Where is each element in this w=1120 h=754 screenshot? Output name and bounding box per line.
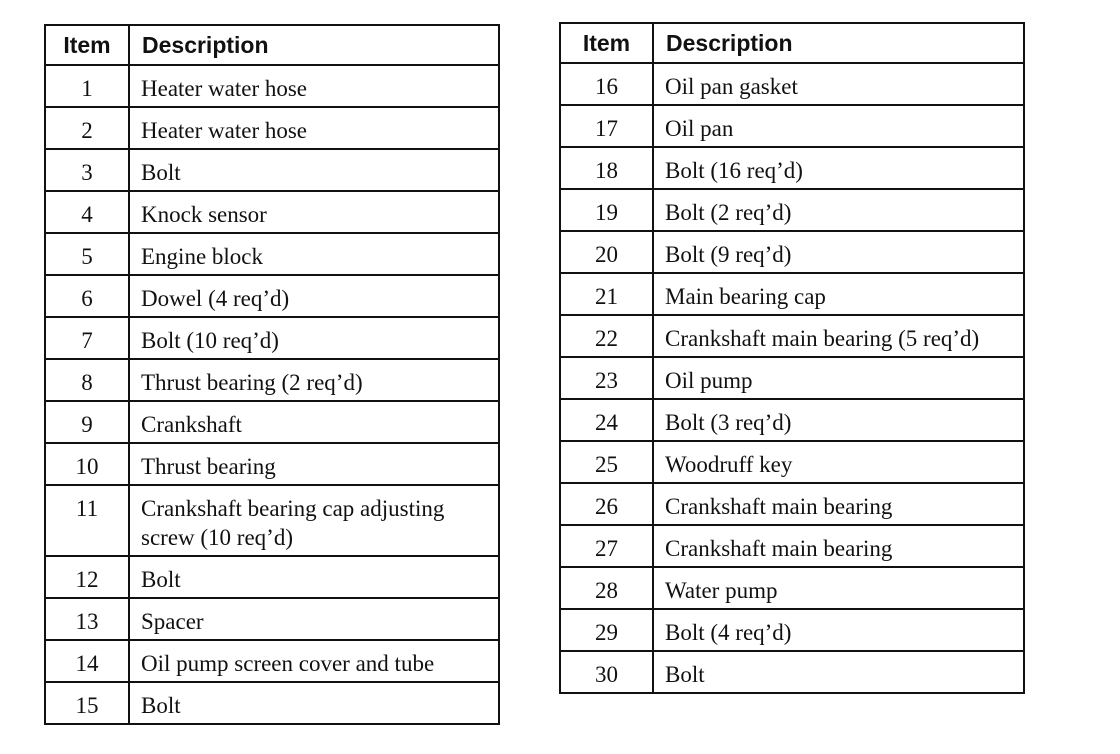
item-number: 10 (45, 443, 129, 485)
item-number: 1 (45, 65, 129, 107)
table-row (45, 682, 499, 724)
item-description: Bolt (3 req’d) (653, 399, 1024, 441)
table-row (560, 567, 1024, 609)
item-number: 15 (45, 682, 129, 724)
item-number: 9 (45, 401, 129, 443)
item-description: Thrust bearing (129, 443, 499, 485)
item-column-header: Item (45, 25, 129, 65)
item-number: 8 (45, 359, 129, 401)
table-row (560, 651, 1024, 693)
table-row (560, 273, 1024, 315)
table-row (45, 65, 499, 107)
item-column-header: Item (560, 23, 653, 63)
item-description: Bolt (10 req’d) (129, 317, 499, 359)
table-row (45, 359, 499, 401)
item-number: 3 (45, 149, 129, 191)
item-number: 18 (560, 147, 653, 189)
item-description: Crankshaft main bearing (653, 483, 1024, 525)
table-row (560, 147, 1024, 189)
item-description: Crankshaft main bearing (5 req’d) (653, 315, 1024, 357)
item-description: Heater water hose (129, 107, 499, 149)
item-number: 22 (560, 315, 653, 357)
item-number: 16 (560, 63, 653, 105)
item-number: 4 (45, 191, 129, 233)
item-description: Bolt (129, 149, 499, 191)
table-row (45, 107, 499, 149)
table-row (45, 317, 499, 359)
table-row (560, 105, 1024, 147)
table-row (560, 189, 1024, 231)
table-row (560, 441, 1024, 483)
table-row (560, 357, 1024, 399)
item-number: 6 (45, 275, 129, 317)
item-number: 27 (560, 525, 653, 567)
item-description: Dowel (4 req’d) (129, 275, 499, 317)
table-row (45, 401, 499, 443)
table-row (45, 640, 499, 682)
header-row (560, 23, 1024, 63)
item-number: 21 (560, 273, 653, 315)
table-row (560, 483, 1024, 525)
item-number: 11 (45, 485, 129, 556)
parts-table-right (559, 22, 1025, 694)
table-row (45, 191, 499, 233)
item-description: Bolt (2 req’d) (653, 189, 1024, 231)
table-row (560, 609, 1024, 651)
item-description: Oil pump screen cover and tube (129, 640, 499, 682)
item-description: Oil pan gasket (653, 63, 1024, 105)
item-description: Heater water hose (129, 65, 499, 107)
table-row (560, 63, 1024, 105)
header-row (45, 25, 499, 65)
item-description: Engine block (129, 233, 499, 275)
table-row (560, 399, 1024, 441)
table-row (45, 149, 499, 191)
item-description: Bolt (129, 682, 499, 724)
item-number: 13 (45, 598, 129, 640)
item-number: 26 (560, 483, 653, 525)
table-row (45, 598, 499, 640)
description-column-header: Description (129, 25, 499, 65)
item-description: Spacer (129, 598, 499, 640)
item-number: 17 (560, 105, 653, 147)
item-description: Thrust bearing (2 req’d) (129, 359, 499, 401)
item-number: 29 (560, 609, 653, 651)
description-column-header: Description (653, 23, 1024, 63)
item-number: 2 (45, 107, 129, 149)
item-number: 20 (560, 231, 653, 273)
table-row (45, 443, 499, 485)
item-number: 30 (560, 651, 653, 693)
item-description: Bolt (4 req’d) (653, 609, 1024, 651)
item-description: Crankshaft bearing cap adjusting screw (10 req’d) (129, 485, 499, 556)
item-number: 5 (45, 233, 129, 275)
item-number: 19 (560, 189, 653, 231)
item-description: Bolt (653, 651, 1024, 693)
table-row (560, 231, 1024, 273)
item-description: Crankshaft (129, 401, 499, 443)
item-description: Bolt (9 req’d) (653, 231, 1024, 273)
item-description: Oil pan (653, 105, 1024, 147)
item-description: Water pump (653, 567, 1024, 609)
item-description: Oil pump (653, 357, 1024, 399)
table-row (560, 315, 1024, 357)
item-number: 28 (560, 567, 653, 609)
item-description: Main bearing cap (653, 273, 1024, 315)
item-description: Bolt (129, 556, 499, 598)
table-row (45, 233, 499, 275)
item-description: Woodruff key (653, 441, 1024, 483)
item-number: 25 (560, 441, 653, 483)
item-description: Bolt (16 req’d) (653, 147, 1024, 189)
table-row (45, 485, 499, 556)
item-description: Crankshaft main bearing (653, 525, 1024, 567)
item-number: 23 (560, 357, 653, 399)
parts-table-left (44, 24, 500, 725)
item-number: 24 (560, 399, 653, 441)
item-number: 14 (45, 640, 129, 682)
table-row (45, 275, 499, 317)
item-number: 7 (45, 317, 129, 359)
item-description: Knock sensor (129, 191, 499, 233)
table-row (560, 525, 1024, 567)
item-number: 12 (45, 556, 129, 598)
table-row (45, 556, 499, 598)
